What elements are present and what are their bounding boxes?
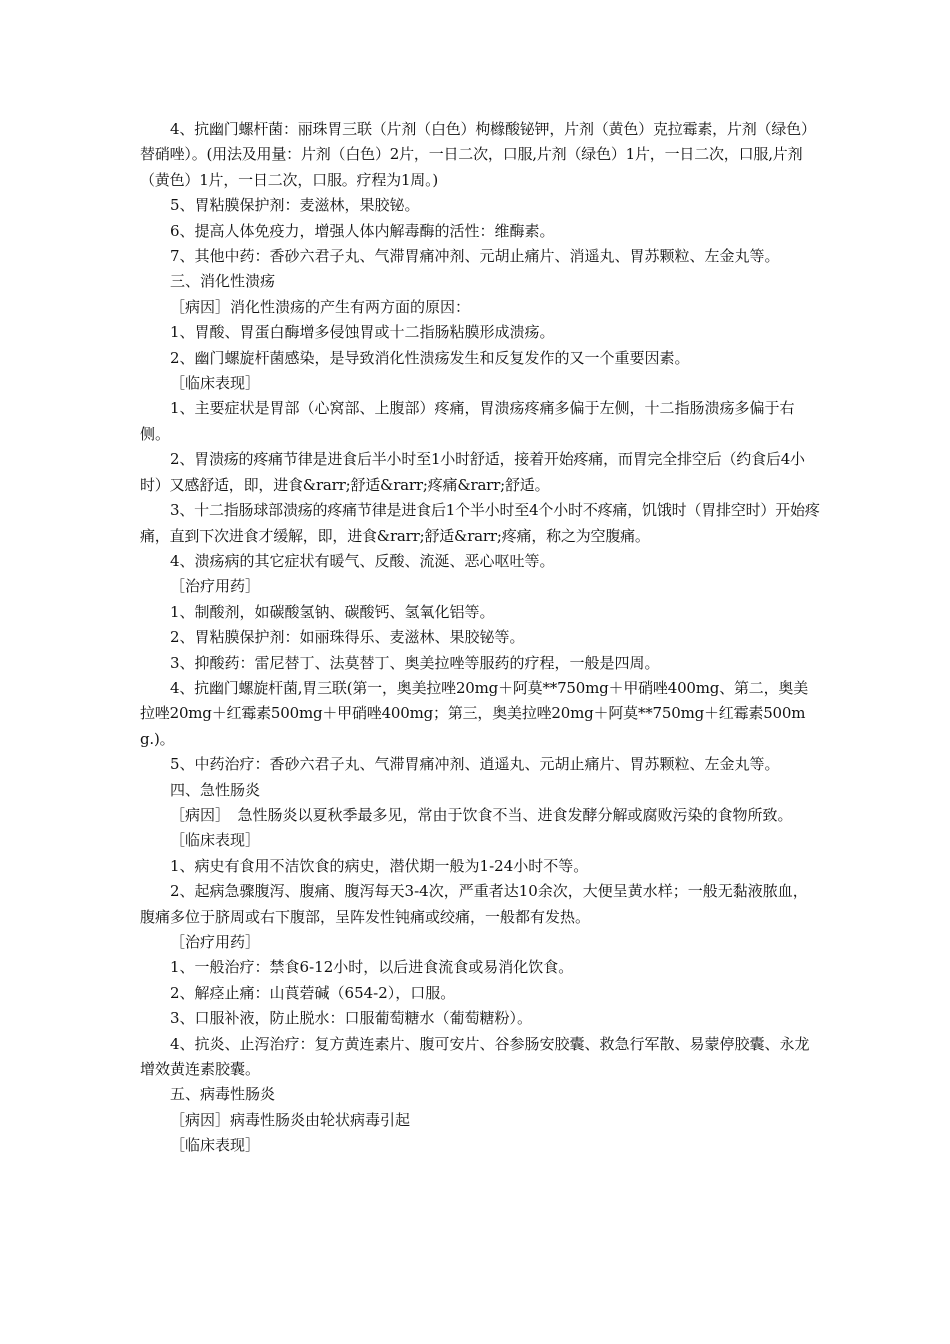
document-page [140, 117, 820, 1159]
paragraph-ulcer-treatment-3: 3、抑酸药：雷尼替丁、法莫替丁、奥美拉唑等服药的疗程，一般是四周。 [170, 653, 660, 672]
subheading-clinical-manifestation-2: ［临床表现］ [170, 831, 261, 850]
paragraph-enteritis-treatment-3: 3、口服补液，防止脱水：口服葡萄糖水（葡萄糖粉）。 [170, 1009, 533, 1028]
paragraph-enteritis-treatment-4: 4、抗炎、止泻治疗：复方黄连素片、腹可安片、谷参肠安胶囊、救急行军散、易蒙停胶囊、永龙增效黄连素胶囊。 [140, 1034, 810, 1079]
subheading-treatment: ［治疗用药］ [170, 577, 261, 596]
paragraph-enteritis-symptom-1: 1、病史有食用不洁饮食的病史，潜伏期一般为1-24小时不等。 [170, 856, 589, 875]
paragraph-h-pylori-treatment: 4、抗幽门螺杆菌：丽珠胃三联（片剂（白色）枸橼酸铋钾，片剂（黄色）克拉霉素，片剂（绿色）替硝唑）。(用法及用量：片剂（白色）2片，一日二次，口服,片剂（绿色）1片，一日二次，口服,片剂（黄色）1片，一日二次，口服。疗程为1周。) [140, 120, 816, 189]
paragraph-other-chinese-medicine: 7、其他中药：香砂六君子丸、气滞胃痛冲剂、元胡止痛片、消遥丸、胃苏颗粒、左金丸等。 [170, 247, 780, 266]
paragraph-enteritis-cause: ［病因］ 急性肠炎以夏秋季最多见，常由于饮食不当、进食发酵分解或腐败污染的食物所致。 [170, 805, 793, 824]
paragraph-mucosa-protector: 5、胃粘膜保护剂：麦滋林，果胶铋。 [170, 196, 420, 215]
paragraph-ulcer-cause: ［病因］消化性溃疡的产生有两方面的原因： [170, 297, 471, 316]
paragraph-enteritis-treatment-2: 2、解痉止痛：山莨菪碱（654-2），口服。 [170, 983, 456, 1002]
paragraph-ulcer-symptom-2: 2、胃溃疡的疼痛节律是进食后半小时至1小时舒适，接着开始疼痛，而胃完全排空后（约食后4小时）又感舒适，即，进食&rarr;舒适&rarr;疼痛&rarr;舒适。 [140, 450, 805, 494]
subheading-clinical-manifestation: ［临床表现］ [170, 374, 261, 393]
paragraph-ulcer-cause-2: 2、幽门螺旋杆菌感染，是导致消化性溃疡发生和反复发作的又一个重要因素。 [170, 348, 690, 367]
paragraph-ulcer-symptom-3: 3、十二指肠球部溃疡的疼痛节律是进食后1个半小时至4个小时不疼痛，饥饿时（胃排空时）开始疼痛，直到下次进食才缓解，即，进食&rarr;舒适&rarr;疼痛，称之为空腹痛。 [140, 501, 820, 545]
paragraph-enteritis-treatment-1: 1、一般治疗：禁食6-12小时，以后进食流食或易消化饮食。 [170, 958, 574, 977]
paragraph-immunity: 6、提高人体免疫力，增强人体内解毒酶的活性：维酶素。 [170, 221, 555, 240]
section-heading-peptic-ulcer: 三、消化性溃疡 [170, 272, 276, 291]
paragraph-ulcer-treatment-5: 5、中药治疗：香砂六君子丸、气滞胃痛冲剂、逍遥丸、元胡止痛片、胃苏颗粒、左金丸等。 [170, 755, 780, 774]
paragraph-ulcer-symptom-4: 4、溃疡病的其它症状有暖气、反酸、流涎、恶心呕吐等。 [170, 551, 555, 570]
section-heading-acute-enteritis: 四、急性肠炎 [170, 780, 261, 799]
paragraph-ulcer-cause-1: 1、胃酸、胃蛋白酶增多侵蚀胃或十二指肠粘膜形成溃疡。 [170, 323, 555, 342]
subheading-treatment-2: ［治疗用药］ [170, 933, 261, 951]
paragraph-ulcer-treatment-1: 1、制酸剂，如碳酸氢钠、碳酸钙、氢氧化铝等。 [170, 602, 495, 621]
paragraph-viral-cause: ［病因］病毒性肠炎由轮状病毒引起 [170, 1110, 411, 1129]
subheading-clinical-manifestation-3: ［临床表现］ [170, 1136, 261, 1155]
paragraph-ulcer-treatment-4: 4、抗幽门螺旋杆菌,胃三联(第一，奥美拉唑20mg＋阿莫**750mg＋甲硝唑400mg、第二，奥美拉唑20mg＋红霉素500mg＋甲硝唑400mg；第三，奥美拉唑20mg＋阿莫**750mg＋红霉素500mg.)。 [140, 678, 808, 748]
paragraph-enteritis-symptom-2: 2、起病急骤腹泻、腹痛、腹泻每天3-4次，严重者达10余次，大便呈黄水样；一般无黏液脓血，腹痛多位于脐周或右下腹部，呈阵发性钝痛或绞痛，一般都有发热。 [140, 882, 808, 926]
paragraph-ulcer-treatment-2: 2、胃粘膜保护剂：如丽珠得乐、麦滋林、果胶铋等。 [170, 628, 525, 647]
section-heading-viral-enteritis: 五、病毒性肠炎 [170, 1085, 276, 1104]
paragraph-ulcer-symptom-1: 1、主要症状是胃部（心窝部、上腹部）疼痛，胃溃疡疼痛多偏于左侧，十二指肠溃疡多偏于右侧。 [140, 399, 795, 443]
